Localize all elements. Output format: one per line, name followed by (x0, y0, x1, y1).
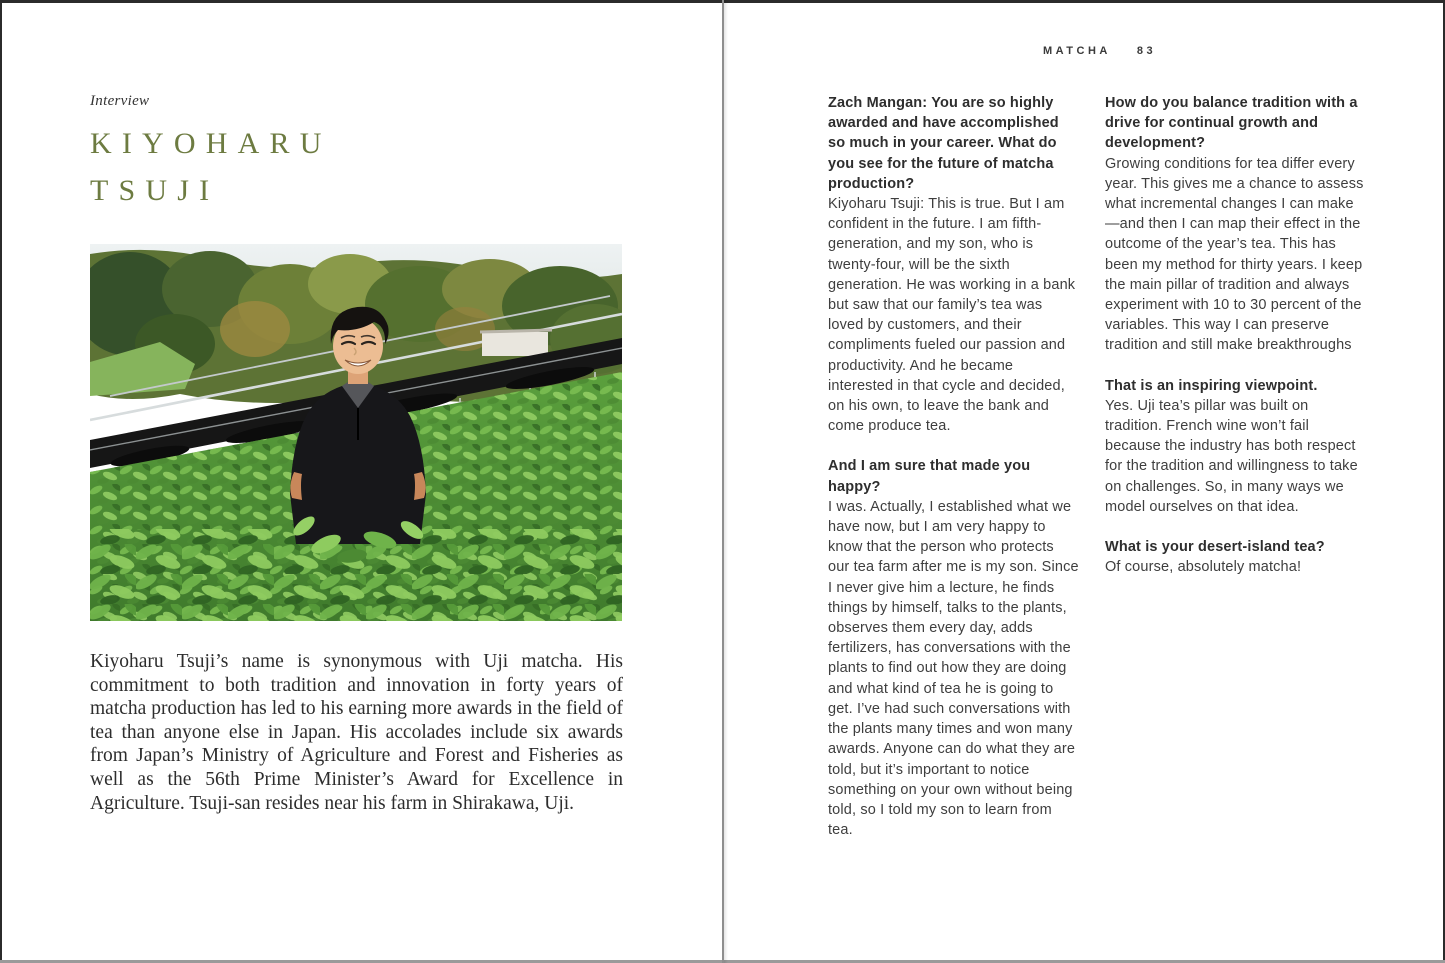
page-gutter-shadow (724, 0, 728, 963)
interview-answer: I was. Actually, I established what we have now, but I am very happy to know that the person who protects our tea farm after me is my son. Since I never give him a lecture, he finds things by himself, talks to the plants, observes them every day, adds fertilizers, has conversations with the plants to find out how they are doing and what kind of tea he is going to get. I’ve had such conversations with the plants many times and won many awards. Anyone can do what they are told, but it’s important to notice something on your own without being told, so I told my son to learn from tea. (828, 498, 1079, 839)
interview-question: Zach Mangan: You are so highly awarded and have accomplished so much in your career. What do you see for the future of matcha production? (828, 95, 1059, 192)
running-head-title: MATCHA (1043, 45, 1111, 57)
interview-answer: Kiyoharu Tsuji: This is true. But I am confident in the future. I am fifth-generation, and my son, who is twenty-four, will be the sixth generation. He was working in a bank but saw that our family’s tea was loved by customers, and their compliments fueled our passion and productivity. And he became interested in that cycle and decided, on his own, to leave the bank and come produce tea. (828, 196, 1076, 435)
frame-edge-left (0, 0, 2, 963)
page-title-line2: TSUJI (90, 174, 220, 207)
page-title-line1: KIYOHARU (90, 127, 332, 160)
interview-column-1 (828, 93, 1079, 840)
section-label: Interview (90, 93, 150, 109)
tea-field-photo-illustration (90, 244, 622, 621)
interview-column-2 (1105, 93, 1367, 577)
interview-answer: Growing conditions for tea differ every year. This gives me a chance to assess what incremental changes I can make—and then I can map their effect in the outcome of the year’s tea. This has been my method for thirty years. I keep the main pillar of tradition and always experiment with 10 to 30 percent of the variables. This way I can preserve tradition and still make breakthroughs (1105, 155, 1364, 354)
interview-answer: Of course, absolutely matcha! (1105, 559, 1302, 576)
interview-answer: Yes. Uji tea’s pillar was built on tradition. French wine won’t fail because the industry has both respect for the tradition and willingness to take on challenges. So, in many ways we model ourselves on that idea. (1105, 397, 1358, 515)
interview-question: And I am sure that made you happy? (828, 458, 1031, 495)
interview-question: That is an inspiring viewpoint. (1105, 377, 1318, 394)
bio-paragraph: Kiyoharu Tsuji’s name is synonymous with Uji matcha. His commitment to both tradition and innovation in forty years of matcha production has led to his earning more awards in the field of tea than anyone else in Japan. His accolades include six awards from Japan’s Ministry of Agriculture and Forest and Fisheries as well as the 56th Prime Minister’s Award for Excellence in Agriculture. Tsuji-san resides near his farm in Shirakawa, Uji. (90, 651, 623, 814)
page-title (90, 120, 650, 214)
interview-question: How do you balance tradition with a drive for continual growth and development? (1105, 95, 1358, 152)
page-number: 83 (1136, 45, 1157, 57)
running-head (1043, 45, 1156, 57)
tea-field-photo (90, 244, 622, 621)
interview-question: What is your desert-island tea? (1105, 539, 1325, 556)
